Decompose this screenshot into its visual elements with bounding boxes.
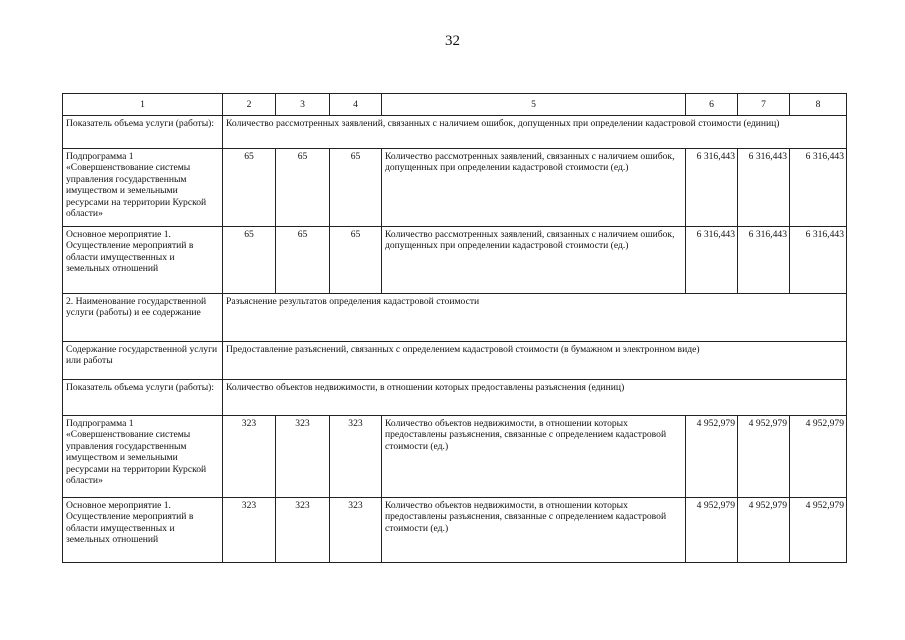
table-row (63, 380, 847, 416)
value-cell: 65 (276, 227, 330, 294)
value-cell: 323 (276, 498, 330, 563)
value-cell: 65 (330, 227, 382, 294)
value-cell: 4 952,979 (686, 498, 738, 563)
header-cell: 1 (63, 94, 223, 116)
value-cell: 4 952,979 (738, 498, 790, 563)
row-span-text: Количество рассмотренных заявлений, связанных с наличием ошибок, допущенных при определении кадастровой стоимости (единиц) (223, 116, 847, 149)
indicator-cell: Количество рассмотренных заявлений, связанных с наличием ошибок, допущенных при определении кадастровой стоимости (ед.) (382, 149, 686, 227)
table-row (63, 149, 847, 227)
header-row (63, 94, 847, 116)
row-label: Подпрограмма 1 «Совершенствование системы управления государственным имуществом и земельными ресурсами на территории Курской области» (63, 149, 223, 227)
value-cell: 4 952,979 (790, 416, 847, 498)
value-cell: 323 (330, 498, 382, 563)
indicator-cell: Количество объектов недвижимости, в отношении которых предоставлены разъяснения, связанные с определением кадастровой стоимости (ед.) (382, 498, 686, 563)
page-number: 32 (445, 33, 460, 49)
value-cell: 6 316,443 (686, 149, 738, 227)
value-cell: 6 316,443 (738, 149, 790, 227)
row-span-text: Предоставление разъяснений, связанных с определением кадастровой стоимости (в бумажном и электронном виде) (223, 342, 847, 380)
row-span-text: Количество объектов недвижимости, в отношении которых предоставлены разъяснения (единиц) (223, 380, 847, 416)
table-row (63, 294, 847, 342)
row-label: Показатель объема услуги (работы): (63, 116, 223, 149)
document-table (62, 93, 847, 563)
row-label: Основное мероприятие 1. Осуществление мероприятий в области имущественных и земельных отношений (63, 498, 223, 563)
row-label: 2. Наименование государственной услуги (работы) и ее содержание (63, 294, 223, 342)
table-row (63, 416, 847, 498)
table-row (63, 342, 847, 380)
table-row (63, 227, 847, 294)
row-label: Подпрограмма 1 «Совершенствование системы управления государственным имуществом и земельными ресурсами на территории Курской области» (63, 416, 223, 498)
header-cell: 4 (330, 94, 382, 116)
value-cell: 4 952,979 (790, 498, 847, 563)
table-row (63, 498, 847, 563)
value-cell: 65 (330, 149, 382, 227)
header-cell: 8 (790, 94, 847, 116)
value-cell: 323 (330, 416, 382, 498)
table-row (63, 116, 847, 149)
row-label: Показатель объема услуги (работы): (63, 380, 223, 416)
value-cell: 6 316,443 (790, 227, 847, 294)
value-cell: 323 (223, 416, 276, 498)
header-cell: 5 (382, 94, 686, 116)
indicator-cell: Количество рассмотренных заявлений, связанных с наличием ошибок, допущенных при определении кадастровой стоимости (ед.) (382, 227, 686, 294)
value-cell: 4 952,979 (738, 416, 790, 498)
value-cell: 65 (223, 227, 276, 294)
row-label: Основное мероприятие 1. Осуществление мероприятий в области имущественных и земельных отношений (63, 227, 223, 294)
header-cell: 3 (276, 94, 330, 116)
value-cell: 323 (223, 498, 276, 563)
value-cell: 65 (223, 149, 276, 227)
value-cell: 6 316,443 (686, 227, 738, 294)
row-label: Содержание государственной услуги или работы (63, 342, 223, 380)
value-cell: 6 316,443 (738, 227, 790, 294)
value-cell: 323 (276, 416, 330, 498)
value-cell: 4 952,979 (686, 416, 738, 498)
indicator-cell: Количество объектов недвижимости, в отношении которых предоставлены разъяснения, связанные с определением кадастровой стоимости (ед.) (382, 416, 686, 498)
value-cell: 6 316,443 (790, 149, 847, 227)
header-cell: 6 (686, 94, 738, 116)
row-span-text: Разъяснение результатов определения кадастровой стоимости (223, 294, 847, 342)
header-cell: 2 (223, 94, 276, 116)
value-cell: 65 (276, 149, 330, 227)
header-cell: 7 (738, 94, 790, 116)
